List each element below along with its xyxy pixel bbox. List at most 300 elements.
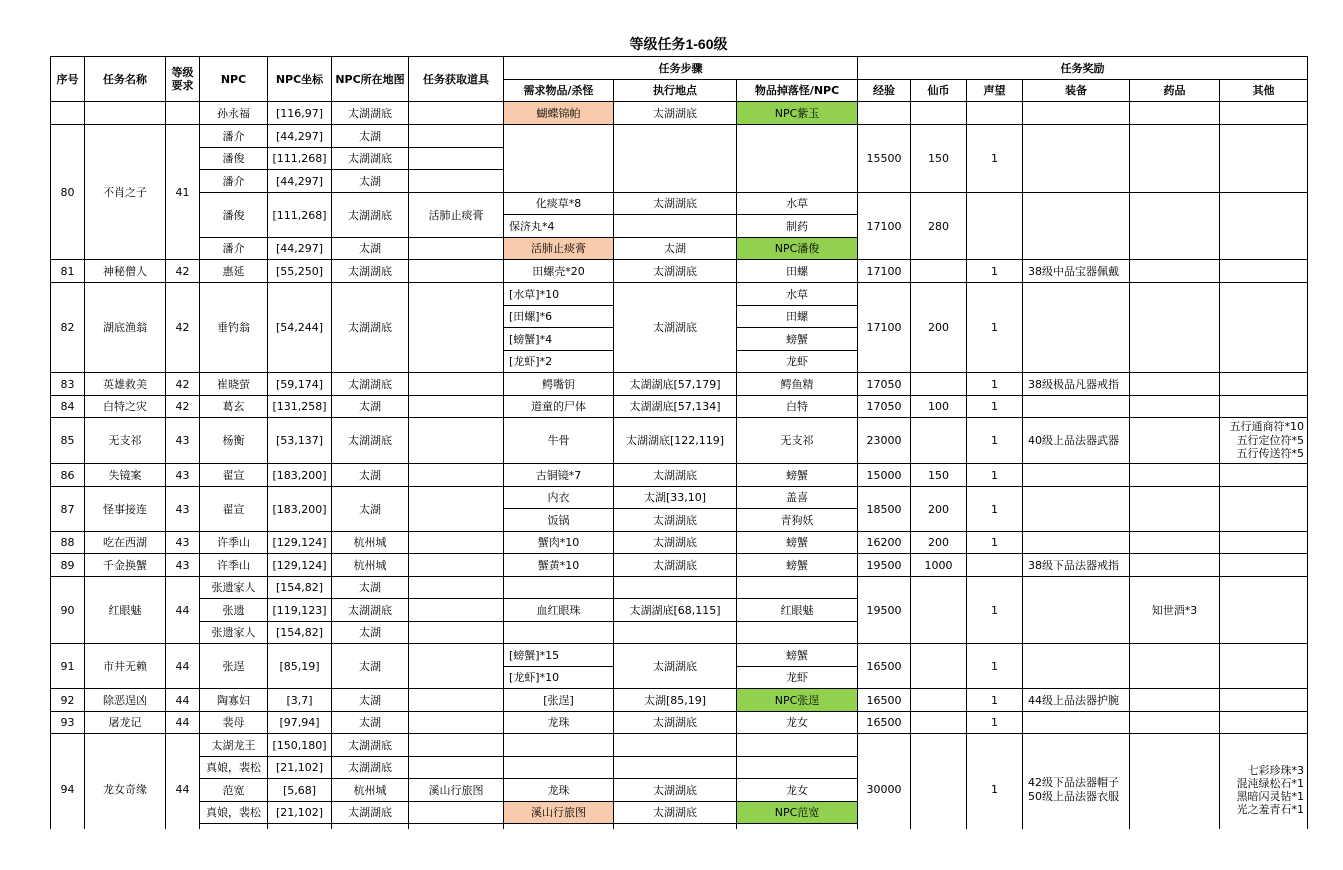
cell-required-item: [504, 757, 614, 779]
cell-other: 七彩珍珠*3 混沌绿松石*1 黑暗闪灵钻*1 光之羞青石*1: [1220, 734, 1308, 830]
cell-required-item: 古铜镜*7: [504, 464, 614, 487]
cell-task-name: 红眼魅: [85, 577, 166, 644]
table-row: [51, 125, 1308, 148]
table-row: [51, 260, 1308, 283]
cell-seq: 82: [51, 283, 85, 373]
cell-equipment: 38级中品宝器佩戴: [1023, 260, 1130, 283]
cell-other: [1220, 577, 1308, 644]
cell-drop-source: 青狗妖: [737, 509, 858, 532]
cell-npc-map: 太湖湖底: [332, 757, 409, 779]
cell-seq: 87: [51, 487, 85, 532]
cell-npc-coord: [111,268]: [268, 148, 332, 170]
cell-other: [1220, 102, 1308, 125]
cell-npc-map: 太湖湖底: [332, 260, 409, 283]
cell-medicine: [1130, 532, 1220, 554]
cell-exp: 30000: [858, 734, 911, 830]
cell-medicine: [1130, 464, 1220, 487]
header-reputation: 声望: [967, 80, 1023, 102]
cell-required-item: [水草]*10: [504, 283, 614, 306]
cell-exp: 17050: [858, 396, 911, 418]
cell-drop-source: 红眼魅: [737, 599, 858, 622]
cell-required-item: 溪山行旅图: [504, 802, 614, 824]
cell-npc-map: 太湖: [332, 464, 409, 487]
cell-task-name: 湖底渔翁: [85, 283, 166, 373]
cell-task-item: [409, 170, 504, 193]
header-task-item: 任务获取道具: [409, 57, 504, 102]
cell-reputation: 1: [967, 396, 1023, 418]
cell-location: 太湖湖底: [614, 779, 737, 802]
cell-medicine: [1130, 689, 1220, 712]
cell-equipment: [1023, 193, 1130, 260]
cell-required-item: 血红眼珠: [504, 599, 614, 622]
cell-required-item: 饭锅: [504, 509, 614, 532]
cell-required-item: 蟹肉*10: [504, 532, 614, 554]
cell-location: [614, 622, 737, 644]
cell-npc: 翟宣: [200, 464, 268, 487]
cell-task-name: 无支祁: [85, 418, 166, 464]
cell-location: 太湖湖底: [614, 260, 737, 283]
cell-reputation: 1: [967, 487, 1023, 532]
cell-level: 43: [166, 418, 200, 464]
cell-task-item: [409, 599, 504, 622]
cell-level: 42: [166, 373, 200, 396]
cell-gold: [911, 102, 967, 125]
table-row: [51, 644, 1308, 667]
cell-level: 44: [166, 689, 200, 712]
table-row: [51, 689, 1308, 712]
cell-npc-coord: [97,94]: [268, 712, 332, 734]
cell-task-name: 屠龙记: [85, 712, 166, 734]
cell-equipment: [1023, 644, 1130, 689]
cell-seq: 83: [51, 373, 85, 396]
cell-npc-coord: [150,180]: [268, 734, 332, 757]
cell-npc: 张遗家人: [200, 577, 268, 599]
cell-npc-coord: [54,244]: [268, 283, 332, 373]
cell-other: [1220, 464, 1308, 487]
cell-exp: 17100: [858, 260, 911, 283]
cell-location: 太湖湖底: [614, 644, 737, 689]
cell-exp: 16200: [858, 532, 911, 554]
cell-drop-source: 水草: [737, 283, 858, 306]
cell-required-item: 蝴蝶锦帕: [504, 102, 614, 125]
cell-task-name: 市井无赖: [85, 644, 166, 689]
cell-reputation: 1: [967, 644, 1023, 689]
cell-seq: 80: [51, 125, 85, 260]
cell-npc-map: [332, 824, 409, 830]
cell-level: 44: [166, 734, 200, 830]
cell-gold: [911, 689, 967, 712]
cell-level: 44: [166, 577, 200, 644]
cell-required-item: [504, 824, 614, 830]
cell-other: [1220, 532, 1308, 554]
cell-task-item: [409, 487, 504, 532]
cell-seq: 88: [51, 532, 85, 554]
cell-medicine: [1130, 734, 1220, 830]
cell-drop-source: NPC范宽: [737, 802, 858, 824]
header-medicine: 药品: [1130, 80, 1220, 102]
cell-required-item: 牛骨: [504, 418, 614, 464]
cell-location: 太湖湖底[57,134]: [614, 396, 737, 418]
cell-npc: 许季山: [200, 554, 268, 577]
cell-npc-coord: [44,297]: [268, 170, 332, 193]
cell-required-item: 道童的尸体: [504, 396, 614, 418]
table-row: [51, 554, 1308, 577]
cell-drop-source: 螃蟹: [737, 532, 858, 554]
cell-medicine: [1130, 102, 1220, 125]
cell-level: 42: [166, 260, 200, 283]
cell-medicine: [1130, 396, 1220, 418]
cell-npc-map: 太湖湖底: [332, 193, 409, 238]
cell-npc: 潘俊: [200, 148, 268, 170]
cell-exp: 15000: [858, 464, 911, 487]
cell-npc-coord: [21,102]: [268, 757, 332, 779]
cell-drop-source: 白特: [737, 396, 858, 418]
cell-npc-coord: [183,200]: [268, 487, 332, 532]
cell-level: 44: [166, 644, 200, 689]
cell-equipment: [1023, 102, 1130, 125]
cell-medicine: [1130, 125, 1220, 193]
cell-npc-map: 杭州城: [332, 779, 409, 802]
table-row: [51, 193, 1308, 215]
cell-medicine: [1130, 260, 1220, 283]
cell-task-name: 不肖之子: [85, 125, 166, 260]
cell-location: 太湖[33,10]: [614, 487, 737, 509]
cell-other: [1220, 373, 1308, 396]
header-other: 其他: [1220, 80, 1308, 102]
cell-reputation: 1: [967, 260, 1023, 283]
cell-drop-source: [737, 757, 858, 779]
cell-npc-coord: [268, 824, 332, 830]
cell-gold: 1000: [911, 554, 967, 577]
table-row: [51, 283, 1308, 306]
cell-seq: 93: [51, 712, 85, 734]
cell-location: [614, 125, 737, 193]
cell-npc-map: 太湖湖底: [332, 283, 409, 373]
header-task-reward: 任务奖励: [858, 57, 1308, 80]
header-task-steps: 任务步骤: [504, 57, 858, 80]
cell-seq: 84: [51, 396, 85, 418]
cell-npc: 张遗家人: [200, 622, 268, 644]
cell-required-item: [504, 734, 614, 757]
cell-required-item: 活肺止痰膏: [504, 238, 614, 260]
cell-task-item: [409, 260, 504, 283]
cell-drop-source: 龙女: [737, 712, 858, 734]
cell-task-item: [409, 577, 504, 599]
cell-gold: [911, 644, 967, 689]
cell-equipment: 40级上品法器武器: [1023, 418, 1130, 464]
cell-location: [614, 824, 737, 830]
cell-task-name: 白特之灾: [85, 396, 166, 418]
cell-level: 43: [166, 532, 200, 554]
cell-npc: 陶寡妇: [200, 689, 268, 712]
cell-npc: 潘介: [200, 238, 268, 260]
cell-required-item: [螃蟹]*4: [504, 328, 614, 351]
cell-reputation: 1: [967, 577, 1023, 644]
cell-npc: 崔晓萤: [200, 373, 268, 396]
cell-task-name: 吃在西湖: [85, 532, 166, 554]
cell-required-item: [田螺]*6: [504, 306, 614, 328]
cell-equipment: [1023, 487, 1130, 532]
cell-npc: 潘介: [200, 170, 268, 193]
cell-task-name: 神秘僧人: [85, 260, 166, 283]
cell-drop-source: 龙虾: [737, 667, 858, 689]
cell-drop-source: 螃蟹: [737, 644, 858, 667]
cell-location: [614, 757, 737, 779]
cell-drop-source: NPC潘俊: [737, 238, 858, 260]
cell-task-item: [409, 418, 504, 464]
cell-drop-source: [737, 622, 858, 644]
cell-npc-coord: [119,123]: [268, 599, 332, 622]
header-row-1: [51, 57, 1308, 80]
header-equipment: 装备: [1023, 80, 1130, 102]
header-gold: 仙币: [911, 80, 967, 102]
cell-medicine: [1130, 554, 1220, 577]
cell-gold: 150: [911, 464, 967, 487]
cell-exp: 16500: [858, 712, 911, 734]
cell-reputation: 1: [967, 373, 1023, 396]
cell-required-item: [504, 125, 614, 193]
cell-level: 44: [166, 712, 200, 734]
cell-task-item: [409, 396, 504, 418]
cell-exp: 17100: [858, 193, 911, 260]
cell-location: 太湖湖底: [614, 712, 737, 734]
cell-npc: 葛玄: [200, 396, 268, 418]
cell-reputation: 1: [967, 734, 1023, 830]
cell-drop-source: NPC紫玉: [737, 102, 858, 125]
cell-seq: 81: [51, 260, 85, 283]
cell-seq: 91: [51, 644, 85, 689]
cell-required-item: [龙虾]*2: [504, 351, 614, 373]
cell-level: 42: [166, 283, 200, 373]
cell-seq: 85: [51, 418, 85, 464]
cell-npc-coord: [59,174]: [268, 373, 332, 396]
cell-npc-map: 太湖湖底: [332, 802, 409, 824]
cell-required-item: 化痰草*8: [504, 193, 614, 215]
cell-task-item: [409, 689, 504, 712]
cell-task-name: [85, 102, 166, 125]
cell-npc: 潘俊: [200, 193, 268, 238]
cell-npc-coord: [129,124]: [268, 554, 332, 577]
cell-gold: [911, 734, 967, 830]
table-row: [51, 734, 1308, 757]
header-drop-source: 物品掉落怪/NPC: [737, 80, 858, 102]
cell-task-item: [409, 824, 504, 830]
cell-npc-map: 太湖: [332, 238, 409, 260]
cell-task-item: 活肺止痰膏: [409, 193, 504, 238]
cell-other: 五行通商符*10 五行定位符*5 五行传送符*5: [1220, 418, 1308, 464]
cell-required-item: 龙珠: [504, 779, 614, 802]
table-row: [51, 712, 1308, 734]
cell-task-item: [409, 464, 504, 487]
cell-task-name: 英雄救美: [85, 373, 166, 396]
cell-seq: 86: [51, 464, 85, 487]
cell-npc-coord: [154,82]: [268, 577, 332, 599]
cell-task-name: 除恶逞凶: [85, 689, 166, 712]
table-row: [51, 396, 1308, 418]
cell-npc-map: 太湖湖底: [332, 734, 409, 757]
cell-gold: [911, 712, 967, 734]
cell-level: 43: [166, 554, 200, 577]
header-seq: 序号: [51, 57, 85, 102]
cell-npc-coord: [53,137]: [268, 418, 332, 464]
cell-drop-source: 螃蟹: [737, 554, 858, 577]
cell-equipment: [1023, 125, 1130, 193]
cell-npc-map: 太湖湖底: [332, 373, 409, 396]
cell-npc-map: 太湖: [332, 170, 409, 193]
cell-equipment: [1023, 712, 1130, 734]
cell-reputation: [967, 554, 1023, 577]
cell-medicine: 知世酒*3: [1130, 577, 1220, 644]
cell-location: 太湖湖底: [614, 509, 737, 532]
cell-required-item: 内衣: [504, 487, 614, 509]
cell-task-name: 怪事接连: [85, 487, 166, 532]
cell-npc-coord: [111,268]: [268, 193, 332, 238]
cell-reputation: 1: [967, 532, 1023, 554]
cell-npc-map: 太湖: [332, 125, 409, 148]
cell-npc: 范宽: [200, 779, 268, 802]
cell-npc-map: 太湖: [332, 487, 409, 532]
cell-task-item: [409, 532, 504, 554]
cell-location: 太湖湖底[122,119]: [614, 418, 737, 464]
cell-reputation: 1: [967, 712, 1023, 734]
cell-equipment: [1023, 577, 1130, 644]
cell-drop-source: 鳄鱼精: [737, 373, 858, 396]
cell-reputation: 1: [967, 125, 1023, 193]
cell-location: [614, 577, 737, 599]
cell-npc-map: 杭州城: [332, 554, 409, 577]
cell-drop-source: 龙女: [737, 779, 858, 802]
cell-npc-coord: [3,7]: [268, 689, 332, 712]
cell-task-item: [409, 238, 504, 260]
cell-location: 太湖湖底: [614, 554, 737, 577]
cell-seq: 92: [51, 689, 85, 712]
cell-task-name: 千金换蟹: [85, 554, 166, 577]
cell-npc: 真娘，裴松: [200, 757, 268, 779]
cell-npc-coord: [21,102]: [268, 802, 332, 824]
cell-npc-coord: [85,19]: [268, 644, 332, 689]
cell-location: 太湖湖底: [614, 802, 737, 824]
task-table-container: [50, 56, 1310, 829]
cell-npc-map: 太湖湖底: [332, 599, 409, 622]
cell-npc-coord: [55,250]: [268, 260, 332, 283]
cell-task-name: 龙女奇缘: [85, 734, 166, 830]
cell-drop-source: NPC张逞: [737, 689, 858, 712]
cell-drop-source: 水草: [737, 193, 858, 215]
cell-gold: 200: [911, 487, 967, 532]
cell-npc-map: 太湖: [332, 712, 409, 734]
header-level: 等级 要求: [166, 57, 200, 102]
cell-other: [1220, 644, 1308, 689]
cell-level: 42: [166, 396, 200, 418]
cell-level: 41: [166, 125, 200, 260]
cell-npc-map: 太湖: [332, 622, 409, 644]
cell-seq: 94: [51, 734, 85, 830]
cell-required-item: 龙珠: [504, 712, 614, 734]
cell-drop-source: [737, 577, 858, 599]
cell-exp: 19500: [858, 577, 911, 644]
cell-npc: 垂钓翁: [200, 283, 268, 373]
cell-exp: 17100: [858, 283, 911, 373]
cell-task-item: [409, 283, 504, 373]
cell-required-item: 保济丸*4: [504, 215, 614, 238]
table-row: [51, 532, 1308, 554]
cell-other: [1220, 396, 1308, 418]
header-required-item: 需求物品/杀怪: [504, 80, 614, 102]
table-row: [51, 373, 1308, 396]
cell-drop-source: 盖喜: [737, 487, 858, 509]
cell-drop-source: 田螺: [737, 260, 858, 283]
cell-gold: [911, 577, 967, 644]
cell-seq: 90: [51, 577, 85, 644]
cell-location: 太湖湖底: [614, 464, 737, 487]
cell-required-item: 田螺壳*20: [504, 260, 614, 283]
cell-npc-coord: [129,124]: [268, 532, 332, 554]
cell-npc-map: 太湖: [332, 689, 409, 712]
cell-required-item: [504, 622, 614, 644]
cell-task-item: [409, 622, 504, 644]
cell-task-item: [409, 125, 504, 148]
cell-npc: 孙永福: [200, 102, 268, 125]
cell-npc-map: 太湖: [332, 577, 409, 599]
cell-medicine: [1130, 712, 1220, 734]
cell-medicine: [1130, 418, 1220, 464]
cell-npc-map: 太湖湖底: [332, 148, 409, 170]
cell-medicine: [1130, 644, 1220, 689]
cell-npc-coord: [44,297]: [268, 125, 332, 148]
cell-task-item: [409, 148, 504, 170]
header-exp: 经验: [858, 80, 911, 102]
cell-task-item: [409, 373, 504, 396]
cell-reputation: 1: [967, 464, 1023, 487]
cell-medicine: [1130, 373, 1220, 396]
header-location: 执行地点: [614, 80, 737, 102]
cell-npc: 杨衡: [200, 418, 268, 464]
cell-npc: 真娘，裴松: [200, 802, 268, 824]
cell-seq: [51, 102, 85, 125]
cell-equipment: 38级下品法器戒指: [1023, 554, 1130, 577]
cell-drop-source: [737, 734, 858, 757]
sheet-title: 等级任务1-60级: [629, 36, 728, 52]
cell-location: 太湖湖底[57,179]: [614, 373, 737, 396]
cell-equipment: [1023, 532, 1130, 554]
cell-drop-source: 龙虾: [737, 351, 858, 373]
cell-exp: 19500: [858, 554, 911, 577]
cell-reputation: 1: [967, 418, 1023, 464]
table-row: [51, 464, 1308, 487]
cell-npc-coord: [183,200]: [268, 464, 332, 487]
cell-drop-source: 制药: [737, 215, 858, 238]
cell-level: [166, 102, 200, 125]
cell-npc: 许季山: [200, 532, 268, 554]
cell-other: [1220, 712, 1308, 734]
cell-medicine: [1130, 487, 1220, 532]
cell-location: 太湖湖底: [614, 102, 737, 125]
cell-exp: 15500: [858, 125, 911, 193]
cell-gold: [911, 260, 967, 283]
cell-drop-source: [737, 125, 858, 193]
cell-required-item: [龙虾]*10: [504, 667, 614, 689]
cell-task-item: [409, 712, 504, 734]
cell-task-item: [409, 734, 504, 757]
table-row: [51, 487, 1308, 509]
cell-drop-source: 螃蟹: [737, 328, 858, 351]
cell-level: 43: [166, 487, 200, 532]
cell-npc-coord: [44,297]: [268, 238, 332, 260]
table-row: [51, 102, 1308, 125]
task-table: [50, 56, 1308, 829]
cell-exp: 16500: [858, 644, 911, 689]
cell-gold: 280: [911, 193, 967, 260]
